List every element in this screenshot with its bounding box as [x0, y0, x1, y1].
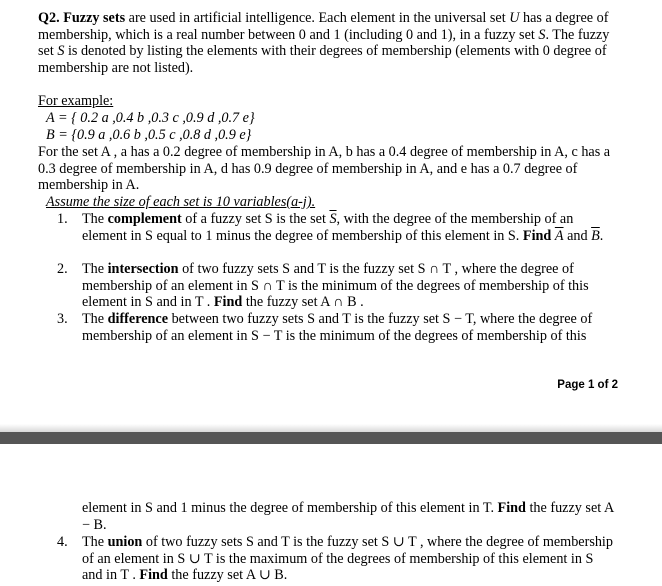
item-text: [82, 311, 617, 344]
term-difference: difference: [107, 311, 169, 327]
item-text: [82, 261, 617, 311]
item-pre: The: [82, 534, 108, 550]
find-keyword: Find: [497, 500, 526, 516]
item-pre: The: [82, 211, 108, 227]
find-keyword: Find: [139, 567, 168, 584]
set-b-definition: B = {0.9 a ,0.6 b ,0.5 c ,0.8 d ,0.9 e}: [46, 127, 252, 143]
item-text-b: the fuzzy set A ∩ B .: [242, 294, 364, 311]
item-text-a: between two fuzzy sets S and T is the fuzzy set S − T, where the degree of membership of an element in S − T is the minimum of the degrees of membership of this: [82, 311, 593, 344]
list-item: [57, 261, 617, 311]
item-text: [82, 211, 617, 244]
find-keyword: Find: [522, 227, 552, 244]
list-item: [57, 211, 617, 261]
item-text-a: of two fuzzy sets S and T is the fuzzy set S ∪ T , where the degree of membership of an element in S ∪ T is the maximum of the degrees of membership of this element in S and in T .: [82, 534, 613, 584]
document-page-2: [0, 444, 662, 586]
set-a-definition: A = { 0.2 a ,0.4 b ,0.3 c ,0.9 d ,0.7 e}: [46, 110, 255, 126]
item-text-b: the fuzzy set A ∪ B.: [167, 567, 288, 584]
item-3-continuation: [82, 500, 617, 533]
continuation-end: the fuzzy set A − B.: [82, 500, 614, 533]
symbol-a-bar: $\overline{A}$: [554, 227, 564, 244]
intro-text-1: are used in artificial intelligence. Each element in the universal set: [125, 10, 510, 26]
var-s-2: S: [57, 43, 65, 60]
question-intro: [38, 10, 623, 76]
page-separator: [0, 432, 662, 444]
var-s: S: [538, 26, 546, 43]
symbol-s-bar: $\overline{S}$: [329, 211, 337, 227]
item-end: .: [599, 227, 604, 244]
assumption-note: Assume the size of each set is 10 variables(a-j).: [46, 194, 316, 210]
item-number: 1.: [57, 211, 68, 227]
question-label: Q2.: [38, 10, 60, 26]
continuation-text: element in S and 1 minus the degree of membership of this element in T.: [82, 500, 498, 516]
symbol-b-bar: $\overline{B}$: [591, 227, 600, 244]
intro-text-3: . The fuzzy set: [38, 26, 610, 60]
term-intersection: intersection: [107, 261, 179, 277]
item-text-b: , with the degree of the membership of an element in S equal to 1 minus the degree of membership of this element in S.: [82, 211, 574, 244]
var-u: U: [509, 10, 520, 26]
item-pre: The: [82, 261, 108, 277]
item-number: 4.: [57, 534, 68, 550]
and-word: and: [563, 227, 592, 244]
intro-text-2: has a degree of membership, which is a real number between 0 and 1 (including 0 and 1), in a fuzzy set: [38, 10, 609, 43]
list-item: [57, 534, 617, 584]
term-complement: complement: [107, 211, 182, 227]
intro-text-4: is denoted by listing the elements with their degrees of membership (elements with 0 degree of membership are not listed).: [38, 43, 607, 76]
item-pre: The: [82, 311, 108, 327]
term-fuzzy-sets: Fuzzy sets: [63, 10, 126, 26]
page-number: Page 1 of 2: [557, 379, 618, 391]
item-number: 2.: [57, 261, 68, 277]
page-gap-shadow: [0, 424, 662, 432]
item-number: 3.: [57, 311, 68, 327]
term-union: union: [107, 534, 143, 550]
item-text: [82, 534, 617, 584]
item-text-a: of a fuzzy set S is the set: [181, 211, 330, 227]
item-text-a: of two fuzzy sets S and T is the fuzzy set S ∩ T , where the degree of membership of an element in S ∩ T is the minimum of the degrees of membership of this element in S and in T .: [82, 261, 589, 311]
list-item: [57, 311, 617, 345]
example-explanation: For the set A , a has a 0.2 degree of membership in A, b has a 0.4 degree of membership in A, c has a 0.3 degree of membership in A, d has 0.9 degree of membership in A, and e has a 0.7 degree of membership in A.: [38, 144, 611, 194]
find-keyword: Find: [213, 294, 243, 311]
example-label: For example:: [38, 93, 114, 109]
